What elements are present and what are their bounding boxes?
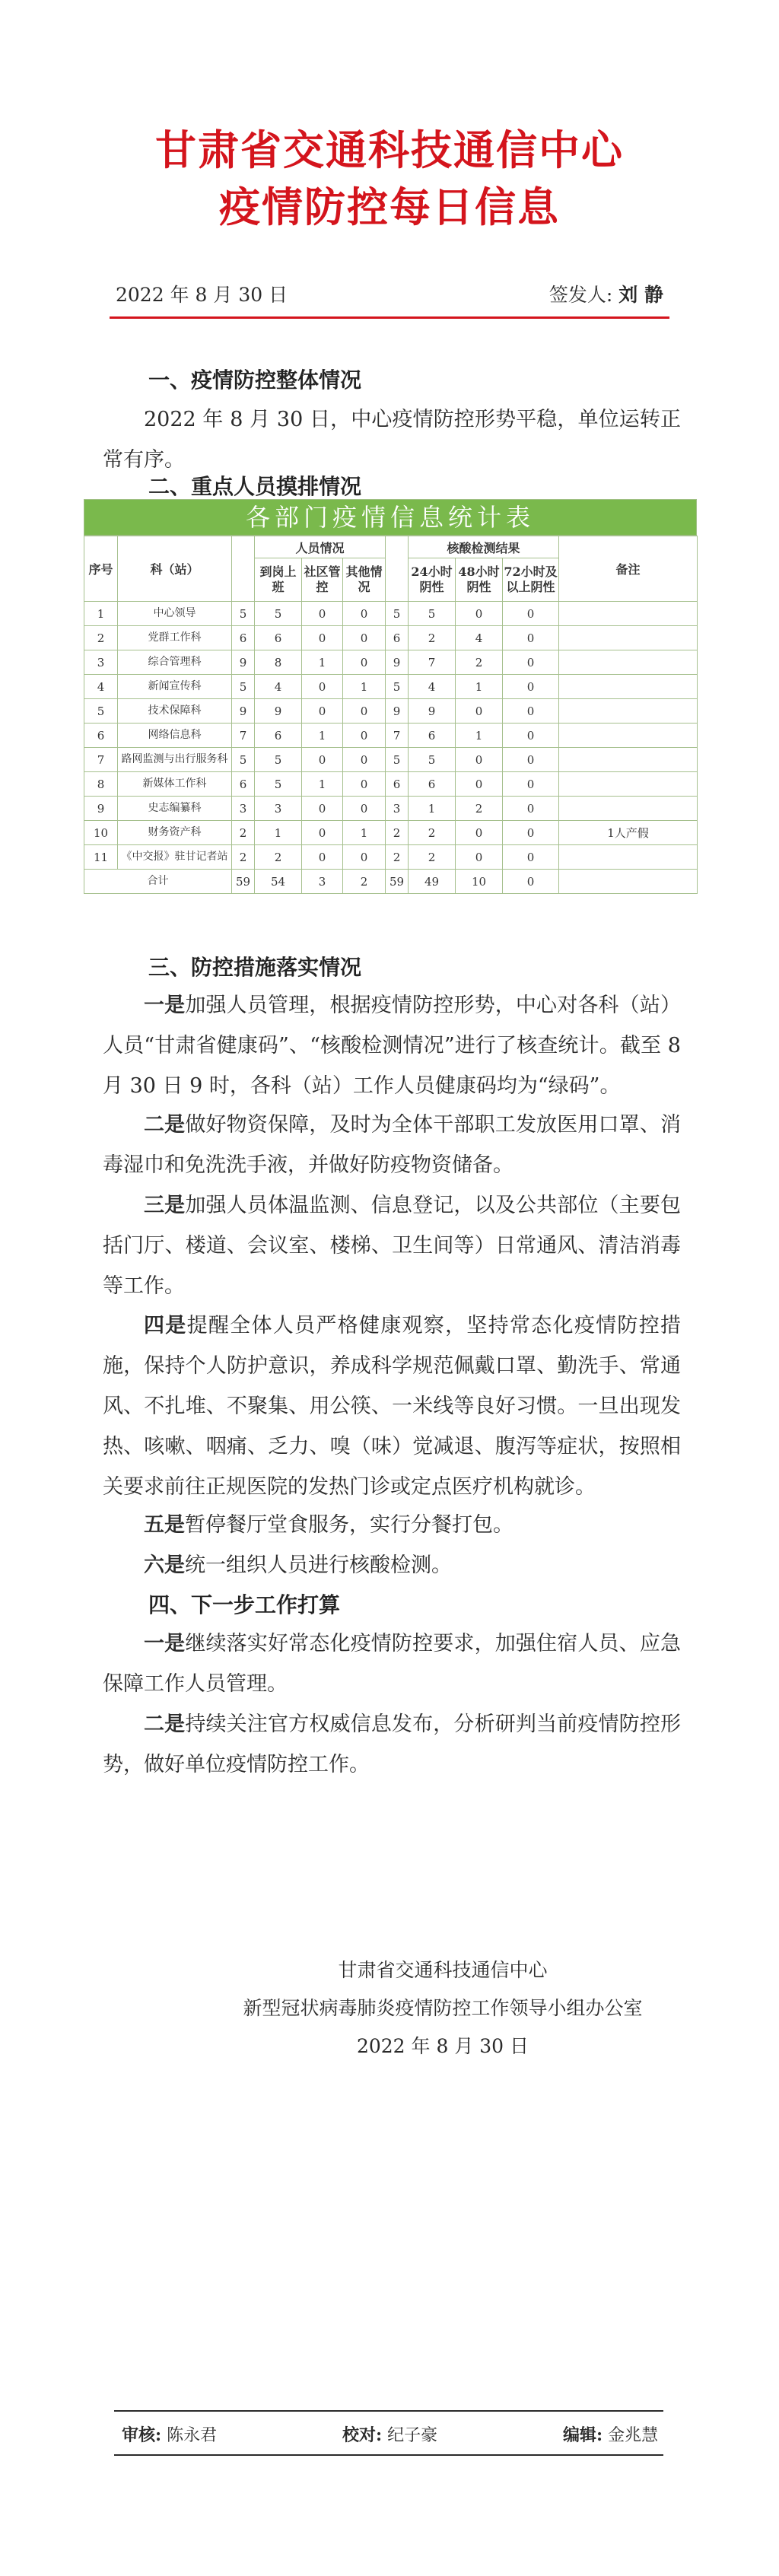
other-cell: 1 — [343, 675, 386, 699]
onduty-cell: 8 — [255, 650, 302, 675]
other-cell: 0 — [343, 772, 386, 797]
measure-6 — [103, 1545, 681, 1585]
community-cell: 0 — [302, 602, 343, 626]
community-cell: 0 — [302, 821, 343, 845]
credits-top-rule — [114, 2410, 663, 2412]
remark-cell — [559, 626, 698, 650]
dept-cell: 路网监测与出行服务科 — [118, 748, 232, 772]
header-blank-2 — [386, 536, 409, 602]
section-4-heading: 四、下一步工作打算 — [148, 1592, 341, 1617]
onduty-cell: 9 — [255, 699, 302, 724]
24h-cell: 2 — [409, 845, 456, 870]
header-other: 其他情况 — [343, 558, 386, 602]
total-cell: 5 — [232, 675, 255, 699]
tested-cell: 9 — [386, 699, 409, 724]
table-row — [84, 675, 698, 699]
total-label-cell: 合计 — [84, 870, 232, 894]
table-row — [84, 699, 698, 724]
measure-6-text: 统一组织人员进行核酸检测。 — [185, 1554, 452, 1577]
remark-cell — [559, 699, 698, 724]
other-cell: 0 — [343, 650, 386, 675]
tested-cell: 2 — [386, 821, 409, 845]
table-row — [84, 626, 698, 650]
seq-cell: 6 — [84, 724, 118, 748]
reviewer-label: 审核: — [122, 2425, 162, 2445]
onduty-cell: 6 — [255, 724, 302, 748]
measure-5-lead: 五是 — [144, 1513, 185, 1537]
signer-label: 签发人: — [548, 284, 613, 306]
measure-1-lead: 一是 — [144, 994, 186, 1017]
reviewer — [122, 2422, 217, 2446]
table-title: 各部门疫情信息统计表 — [84, 499, 697, 536]
editor-name: 金兆慧 — [608, 2426, 659, 2445]
onduty-cell: 2 — [255, 845, 302, 870]
24h-cell: 49 — [409, 870, 456, 894]
72h-cell: 0 — [503, 675, 559, 699]
seq-cell: 10 — [84, 821, 118, 845]
community-cell: 0 — [302, 675, 343, 699]
issue-date: 2022 年 8 月 30 日 — [116, 284, 288, 306]
header-seq: 序号 — [84, 536, 118, 602]
24h-cell: 5 — [409, 602, 456, 626]
measure-1 — [103, 985, 681, 1106]
measure-3-text: 加强人员体温监测、信息登记，以及公共部位（主要包括门厅、楼道、会议室、楼梯、卫生间等）日常通风、清洁消毒等工作。 — [103, 1194, 682, 1298]
community-cell: 0 — [302, 626, 343, 650]
proofreader — [342, 2422, 437, 2446]
issue-meta — [116, 280, 663, 310]
section-1-paragraph: 2022 年 8 月 30 日，中心疫情防控形势平稳，单位运转正常有序。 — [103, 408, 681, 472]
other-cell: 0 — [343, 748, 386, 772]
section-1-heading: 一、疫情防控整体情况 — [148, 367, 362, 393]
community-cell: 3 — [302, 870, 343, 894]
measure-2-text: 做好物资保障，及时为全体干部职工发放医用口罩、消毒湿巾和免洗洗手液，并做好防疫物资储备。 — [103, 1113, 682, 1177]
header-community: 社区管控 — [302, 558, 343, 602]
header-onduty: 到岗上班 — [255, 558, 302, 602]
community-cell: 0 — [302, 797, 343, 821]
dept-cell: 《中交报》驻甘记者站 — [118, 845, 232, 870]
72h-cell: 0 — [503, 699, 559, 724]
credits-row — [122, 2422, 669, 2450]
total-cell: 5 — [232, 748, 255, 772]
total-cell: 2 — [232, 845, 255, 870]
dept-cell: 新闻宣传科 — [118, 675, 232, 699]
seq-cell: 11 — [84, 845, 118, 870]
seq-cell: 3 — [84, 650, 118, 675]
dept-cell: 中心领导 — [118, 602, 232, 626]
measure-4 — [103, 1305, 681, 1507]
measure-4-lead: 四是 — [144, 1314, 187, 1337]
remark-cell — [559, 845, 698, 870]
onduty-cell: 5 — [255, 748, 302, 772]
table-row — [84, 724, 698, 748]
onduty-cell: 3 — [255, 797, 302, 821]
48h-cell: 10 — [456, 870, 503, 894]
community-cell: 1 — [302, 772, 343, 797]
proofreader-label: 校对: — [342, 2425, 383, 2445]
header-remark: 备注 — [559, 536, 698, 602]
plan-1 — [103, 1624, 681, 1704]
measure-3 — [103, 1185, 681, 1306]
48h-cell: 4 — [456, 626, 503, 650]
header-people-group: 人员情况 — [255, 536, 386, 558]
total-cell: 6 — [232, 626, 255, 650]
signer — [549, 280, 663, 307]
table-total-row — [84, 870, 698, 894]
tested-cell: 5 — [386, 748, 409, 772]
72h-cell: 0 — [503, 845, 559, 870]
other-cell: 0 — [343, 602, 386, 626]
remark-cell — [559, 602, 698, 626]
table-row — [84, 821, 698, 845]
tested-cell: 7 — [386, 724, 409, 748]
total-cell: 9 — [232, 650, 255, 675]
tested-cell: 6 — [386, 626, 409, 650]
plan-2 — [103, 1704, 681, 1785]
24h-cell: 2 — [409, 821, 456, 845]
other-cell: 2 — [343, 870, 386, 894]
tested-cell: 5 — [386, 675, 409, 699]
measure-4-text: 提醒全体人员严格健康观察，坚持常态化疫情防控措施，保持个人防护意识，养成科学规范佩戴口罩、勤洗手、常通风、不扎堆、不聚集、用公筷、一米线等良好习惯。一旦出现发热、咳嗽、咽痛、乏力、嗅（味）觉减退、腹泻等症状，按照相关要求前往正规医院的发热门诊或定点医疗机构就诊。 — [103, 1314, 682, 1499]
seq-cell: 4 — [84, 675, 118, 699]
24h-cell: 7 — [409, 650, 456, 675]
seq-cell: 9 — [84, 797, 118, 821]
measure-2-lead: 二是 — [144, 1113, 186, 1137]
remark-cell: 1人产假 — [559, 821, 698, 845]
plan-1-lead: 一是 — [144, 1632, 186, 1655]
72h-cell: 0 — [503, 772, 559, 797]
72h-cell: 0 — [503, 650, 559, 675]
remark-cell — [559, 870, 698, 894]
24h-cell: 1 — [409, 797, 456, 821]
document-title-line2: 疫情防控每日信息 — [219, 183, 560, 231]
reviewer-name: 陈永君 — [167, 2426, 218, 2445]
community-cell: 0 — [302, 748, 343, 772]
measure-6-lead: 六是 — [144, 1554, 185, 1577]
dept-cell: 财务资产科 — [118, 821, 232, 845]
tested-cell: 9 — [386, 650, 409, 675]
seq-cell: 7 — [84, 748, 118, 772]
seq-cell: 8 — [84, 772, 118, 797]
header-dept: 科（站） — [118, 536, 232, 602]
community-cell: 1 — [302, 650, 343, 675]
48h-cell: 1 — [456, 724, 503, 748]
24h-cell: 9 — [409, 699, 456, 724]
table-row — [84, 797, 698, 821]
footer-org-line2: 新型冠状病毒肺炎疫情防控工作领导小组办公室 — [243, 1997, 643, 2019]
tested-cell: 3 — [386, 797, 409, 821]
footer-date: 2022 年 8 月 30 日 — [356, 2035, 529, 2057]
section-3-heading: 三、防控措施落实情况 — [148, 955, 362, 980]
72h-cell: 0 — [503, 724, 559, 748]
48h-cell: 0 — [456, 748, 503, 772]
onduty-cell: 1 — [255, 821, 302, 845]
header-48h: 48小时阴性 — [456, 558, 503, 602]
remark-cell — [559, 724, 698, 748]
other-cell: 0 — [343, 724, 386, 748]
total-cell: 6 — [232, 772, 255, 797]
tested-cell: 6 — [386, 772, 409, 797]
72h-cell: 0 — [503, 821, 559, 845]
remark-cell — [559, 797, 698, 821]
proofreader-name: 纪子豪 — [387, 2426, 438, 2445]
community-cell: 0 — [302, 699, 343, 724]
other-cell: 0 — [343, 797, 386, 821]
total-cell: 2 — [232, 821, 255, 845]
24h-cell: 5 — [409, 748, 456, 772]
header-test-group: 核酸检测结果 — [409, 536, 559, 558]
total-cell: 9 — [232, 699, 255, 724]
72h-cell: 0 — [503, 602, 559, 626]
measure-5-text: 暂停餐厅堂食服务，实行分餐打包。 — [185, 1513, 514, 1537]
48h-cell: 2 — [456, 650, 503, 675]
dept-cell: 党群工作科 — [118, 626, 232, 650]
onduty-cell: 4 — [255, 675, 302, 699]
tested-cell: 2 — [386, 845, 409, 870]
48h-cell: 0 — [456, 699, 503, 724]
credits-bottom-rule — [114, 2454, 663, 2456]
statistics-table — [84, 499, 697, 894]
48h-cell: 0 — [456, 845, 503, 870]
header-divider — [110, 316, 669, 319]
24h-cell: 4 — [409, 675, 456, 699]
table-row — [84, 845, 698, 870]
header-blank-1 — [232, 536, 255, 602]
24h-cell: 2 — [409, 626, 456, 650]
onduty-cell: 6 — [255, 626, 302, 650]
total-cell: 7 — [232, 724, 255, 748]
remark-cell — [559, 748, 698, 772]
document-title-line1: 甘肃省交通科技通信中心 — [155, 126, 624, 174]
tested-cell: 5 — [386, 602, 409, 626]
onduty-cell: 5 — [255, 772, 302, 797]
24h-cell: 6 — [409, 772, 456, 797]
plan-1-text: 继续落实好常态化疫情防控要求，加强住宿人员、应急保障工作人员管理。 — [103, 1632, 682, 1696]
total-cell: 3 — [232, 797, 255, 821]
table-row — [84, 602, 698, 626]
48h-cell: 0 — [456, 602, 503, 626]
72h-cell: 0 — [503, 748, 559, 772]
table-row — [84, 650, 698, 675]
72h-cell: 0 — [503, 626, 559, 650]
header-72h: 72小时及以上阴性 — [503, 558, 559, 602]
24h-cell: 6 — [409, 724, 456, 748]
dept-cell: 技术保障科 — [118, 699, 232, 724]
measure-5 — [103, 1505, 681, 1545]
remark-cell — [559, 650, 698, 675]
footer-org-line1: 甘肃省交通科技通信中心 — [338, 1959, 548, 1981]
48h-cell: 0 — [456, 821, 503, 845]
dept-cell: 综合管理科 — [118, 650, 232, 675]
48h-cell: 1 — [456, 675, 503, 699]
total-cell: 5 — [232, 602, 255, 626]
seq-cell: 2 — [84, 626, 118, 650]
measure-1-text: 加强人员管理，根据疫情防控形势，中心对各科（站）人员“甘肃省健康码”、“核酸检测情况”进行了核查统计。截至 8 月 30 日 9 时，各科（站）工作人员健康码均为“绿码”。 — [103, 994, 682, 1098]
48h-cell: 2 — [456, 797, 503, 821]
other-cell: 0 — [343, 845, 386, 870]
other-cell: 1 — [343, 821, 386, 845]
measure-3-lead: 三是 — [144, 1194, 186, 1217]
header-24h: 24小时阴性 — [409, 558, 456, 602]
table-row — [84, 748, 698, 772]
dept-cell: 新媒体工作科 — [118, 772, 232, 797]
remark-cell — [559, 772, 698, 797]
section-2-heading: 二、重点人员摸排情况 — [148, 474, 362, 499]
tested-cell: 59 — [386, 870, 409, 894]
onduty-cell: 5 — [255, 602, 302, 626]
editor-label: 编辑: — [563, 2425, 603, 2445]
onduty-cell: 54 — [255, 870, 302, 894]
total-cell: 59 — [232, 870, 255, 894]
editor — [563, 2422, 658, 2446]
other-cell: 0 — [343, 699, 386, 724]
community-cell: 0 — [302, 845, 343, 870]
72h-cell: 0 — [503, 797, 559, 821]
seq-cell: 1 — [84, 602, 118, 626]
remark-cell — [559, 675, 698, 699]
plan-2-text: 持续关注官方权威信息发布，分析研判当前疫情防控形势，做好单位疫情防控工作。 — [103, 1713, 682, 1776]
48h-cell: 0 — [456, 772, 503, 797]
community-cell: 1 — [302, 724, 343, 748]
plan-2-lead: 二是 — [144, 1713, 186, 1736]
measure-2 — [103, 1105, 681, 1185]
other-cell: 0 — [343, 626, 386, 650]
signer-name: 刘 静 — [618, 284, 663, 306]
table-row — [84, 772, 698, 797]
dept-cell: 网络信息科 — [118, 724, 232, 748]
72h-cell: 0 — [503, 870, 559, 894]
seq-cell: 5 — [84, 699, 118, 724]
dept-cell: 史志编纂科 — [118, 797, 232, 821]
